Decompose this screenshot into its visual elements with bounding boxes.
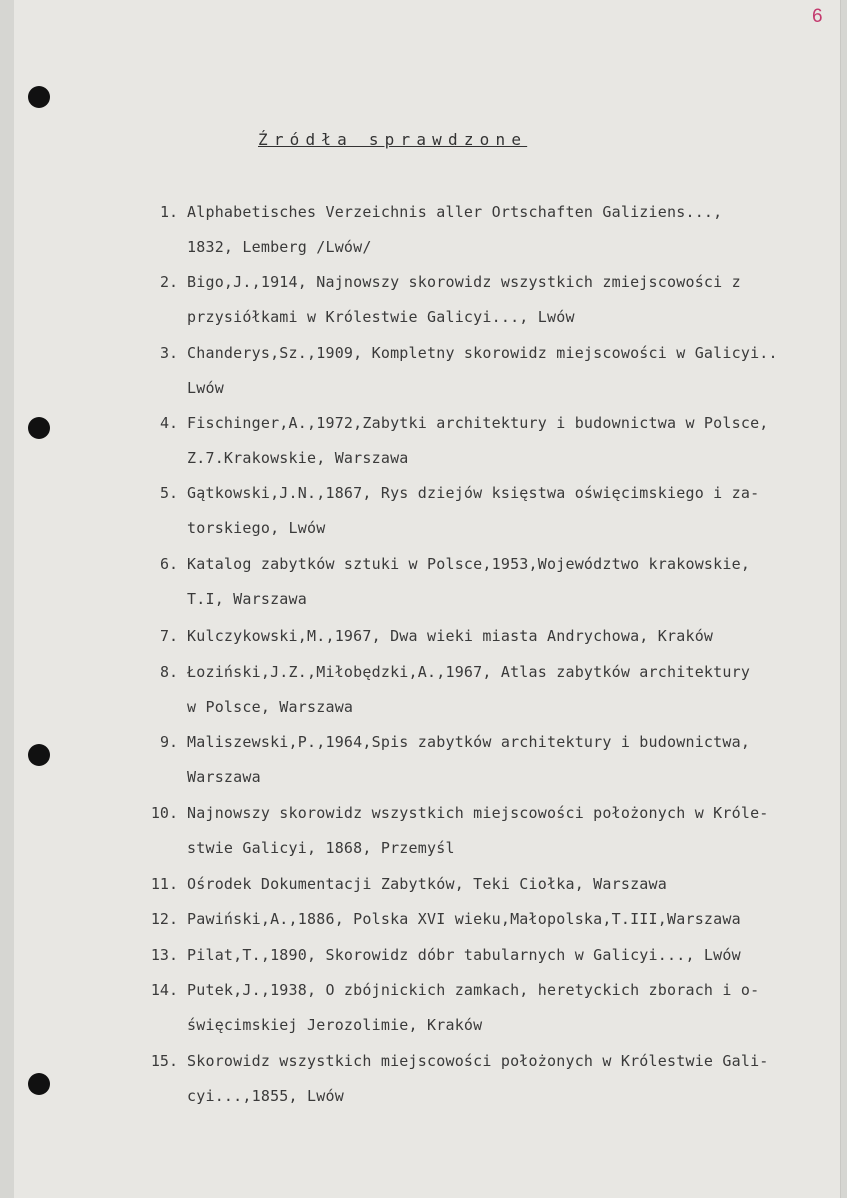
- entry-number: 8.: [159, 663, 178, 681]
- entry-text-line: Z.7.Krakowskie, Warszawa: [187, 449, 409, 467]
- entry-text-line: Najnowszy skorowidz wszystkich miejscowości położonych w Króle-: [187, 804, 769, 822]
- entry-text-line: Maliszewski,P.,1964,Spis zabytków architektury i budownictwa,: [187, 733, 751, 751]
- entry-number: 12.: [150, 910, 178, 928]
- entry-text-line: przysiółkami w Królestwie Galicyi..., Lwów: [187, 308, 575, 326]
- entry-text-line: Łoziński,J.Z.,Miłobędzki,A.,1967, Atlas zabytków architektury: [187, 663, 751, 681]
- entry-text-line: Lwów: [187, 379, 224, 397]
- entry-text-line: 1832, Lemberg /Lwów/: [187, 238, 372, 256]
- entry-number: 5.: [159, 484, 178, 502]
- page-title: Źródła sprawdzone: [258, 130, 528, 149]
- entry-text-line: Chanderys,Sz.,1909, Kompletny skorowidz miejscowości w Galicyi..: [187, 344, 778, 362]
- entry-text-line: Gątkowski,J.N.,1867, Rys dziejów księstwa oświęcimskiego i za-: [187, 484, 760, 502]
- entry-number: 11.: [150, 875, 178, 893]
- entry-number: 7.: [159, 627, 178, 645]
- entry-number: 2.: [159, 273, 178, 291]
- entry-text-line: Ośrodek Dokumentacji Zabytków, Teki Ciołka, Warszawa: [187, 875, 667, 893]
- entry-text-line: stwie Galicyi, 1868, Przemyśl: [187, 839, 455, 857]
- entry-text-line: Pawiński,A.,1886, Polska XVI wieku,Małopolska,T.III,Warszawa: [187, 910, 741, 928]
- entry-number: 15.: [150, 1052, 178, 1070]
- entry-text-line: Pilat,T.,1890, Skorowidz dóbr tabularnych w Galicyi..., Lwów: [187, 946, 741, 964]
- entry-text-line: święcimskiej Jerozolimie, Kraków: [187, 1016, 483, 1034]
- entry-number: 10.: [150, 804, 178, 822]
- entry-text-line: Skorowidz wszystkich miejscowości położonych w Królestwie Gali-: [187, 1052, 769, 1070]
- entry-text-line: Kulczykowski,M.,1967, Dwa wieki miasta Andrychowa, Kraków: [187, 627, 714, 645]
- entry-text-line: Bigo,J.,1914, Najnowszy skorowidz wszystkich zmiejscowości z: [187, 273, 741, 291]
- entry-number: 4.: [159, 414, 178, 432]
- entry-text-line: w Polsce, Warszawa: [187, 698, 354, 716]
- entry-number: 1.: [159, 203, 178, 221]
- entry-number: 3.: [159, 344, 178, 362]
- entry-text-line: torskiego, Lwów: [187, 519, 326, 537]
- entry-number: 6.: [159, 555, 178, 573]
- entry-number: 13.: [150, 946, 178, 964]
- page-number: 6: [812, 6, 823, 27]
- entry-text-line: Alphabetisches Verzeichnis aller Ortschaften Galiziens...,: [187, 203, 723, 221]
- entry-number: 14.: [150, 981, 178, 999]
- entry-text-line: cyi...,1855, Lwów: [187, 1087, 344, 1105]
- entry-text-line: Putek,J.,1938, O zbójnickich zamkach, heretyckich zborach i o-: [187, 981, 760, 999]
- entry-text-line: Warszawa: [187, 768, 261, 786]
- entry-text-line: Katalog zabytków sztuki w Polsce,1953,Województwo krakowskie,: [187, 555, 751, 573]
- entry-text-line: Fischinger,A.,1972,Zabytki architektury i budownictwa w Polsce,: [187, 414, 769, 432]
- entry-text-line: T.I, Warszawa: [187, 590, 307, 608]
- entry-number: 9.: [159, 733, 178, 751]
